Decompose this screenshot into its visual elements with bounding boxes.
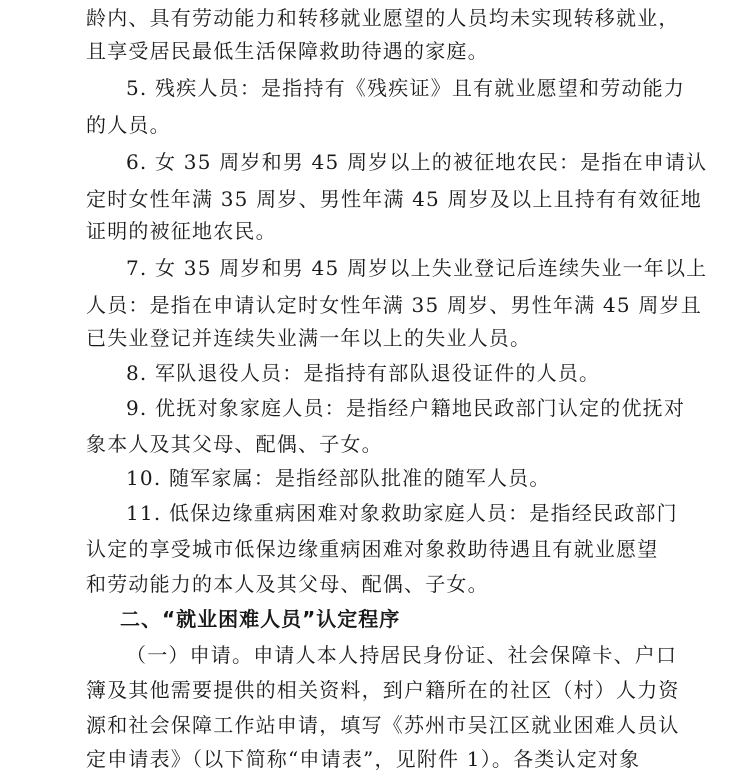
section-heading: 二、“就业困难人员”认定程序 bbox=[120, 607, 401, 631]
item-7-line-3: 已失业登记并连续失业满一年以上的失业人员。 bbox=[86, 326, 532, 350]
text-line-1: 龄内、具有劳动能力和转移就业愿望的人员均未实现转移就业， bbox=[86, 6, 680, 30]
item-9-line-2: 象本人及其父母、配偶、子女。 bbox=[86, 432, 383, 456]
item-10-line-1: 10. 随军家属：是指经部队批准的随军人员。 bbox=[126, 466, 551, 490]
apply-line-3: 源和社会保障工作站申请，填写《苏州市吴江区就业困难人员认 bbox=[86, 713, 680, 737]
item-7-line-2: 人员：是指在申请认定时女性年满 35 周岁、男性年满 45 周岁且 bbox=[86, 293, 702, 317]
item-6-line-1: 6. 女 35 周岁和男 45 周岁以上的被征地农民：是指在申请认 bbox=[126, 150, 708, 174]
item-5-line-2: 的人员。 bbox=[86, 113, 171, 137]
item-5-line-1: 5. 残疾人员：是指持有《残疾证》且有就业愿望和劳动能力 bbox=[126, 76, 686, 100]
item-11-line-3: 和劳动能力的本人及其父母、配偶、子女。 bbox=[86, 572, 489, 596]
text-line-2: 且享受居民最低生活保障救助待遇的家庭。 bbox=[86, 39, 489, 63]
item-7-line-1: 7. 女 35 周岁和男 45 周岁以上失业登记后连续失业一年以上 bbox=[126, 256, 708, 280]
item-6-line-3: 证明的被征地农民。 bbox=[86, 219, 277, 243]
apply-line-1: （一）申请。申请人本人持居民身份证、社会保障卡、户口 bbox=[126, 643, 678, 667]
item-6-line-2: 定时女性年满 35 周岁、男性年满 45 周岁及以上且持有有效征地 bbox=[86, 187, 702, 211]
item-11-line-2: 认定的享受城市低保边缘重病困难对象救助待遇且有就业愿望 bbox=[86, 537, 659, 561]
item-11-line-1: 11. 低保边缘重病困难对象救助家庭人员：是指经民政部门 bbox=[126, 501, 678, 525]
apply-line-2: 簿及其他需要提供的相关资料，到户籍所在的社区（村）人力资 bbox=[86, 678, 680, 702]
item-9-line-1: 9. 优抚对象家庭人员：是指经户籍地民政部门认定的优抚对 bbox=[126, 396, 686, 420]
item-8-line-1: 8. 军队退役人员：是指持有部队退役证件的人员。 bbox=[126, 361, 601, 385]
apply-line-4: 定申请表》（以下简称“申请表”，见附件 1）。各类认定对象 bbox=[86, 747, 641, 771]
